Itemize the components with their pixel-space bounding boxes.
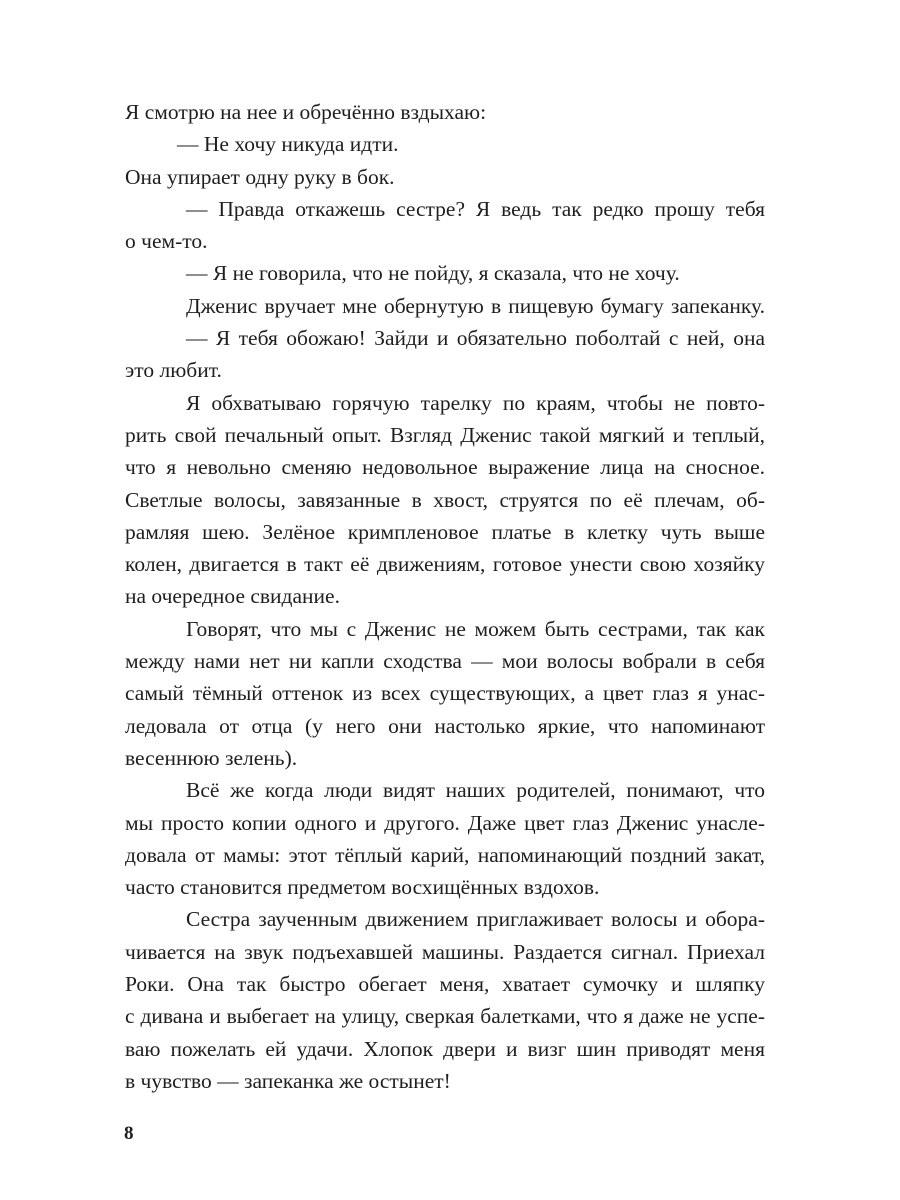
text-line: Дженис вручает мне обернутую в пищевую бумагу запеканку. (186, 293, 765, 318)
text-line: Роки. Она так быстро обегает меня, хватает сумочку и шляпку (125, 972, 765, 997)
text-line: Говорят, что мы с Дженис не можем быть сестрами, так как (186, 616, 765, 641)
text-line: — Я не говорила, что не пойду, я сказала, что не хочу. (186, 261, 680, 286)
text-line: довала от мамы: этот тёплый карий, напоминающий поздний закат, (125, 842, 765, 867)
text-line: — Правда откажешь сестре? Я ведь так редко прошу тебя (186, 196, 765, 221)
text-line: Она упирает одну руку в бок. (125, 164, 395, 189)
text-line: Светлые волосы, завязанные в хвост, струятся по её плечам, об- (125, 487, 765, 512)
text-line: Я обхватываю горячую тарелку по краям, чтобы не повто- (186, 390, 765, 415)
text-line: это любит. (125, 358, 222, 383)
page-number: 8 (124, 1123, 134, 1144)
text-line: колен, двигается в такт её движениям, готовое унести свою хозяйку (125, 552, 765, 577)
text-line: ваю пожелать ей удачи. Хлопок двери и визг шин приводят меня (125, 1036, 765, 1061)
text-line: чивается на звук подъехавшей машины. Раздается сигнал. Приехал (125, 939, 765, 964)
text-line: — Не хочу никуда идти. (177, 132, 399, 157)
text-line: весеннюю зелень). (125, 745, 298, 770)
text-line: Я смотрю на нее и обречённо вздыхаю: (125, 100, 487, 124)
text-line: рить свой печальный опыт. Взгляд Дженис такой мягкий и теплый, (125, 422, 765, 447)
text-line: ледовала от отца (у него они настолько яркие, что напоминают (125, 713, 765, 738)
text-line: рамляя шею. Зелёное кримпленовое платье в клетку чуть выше (125, 519, 765, 544)
text-line: мы просто копии одного и другого. Даже цвет глаз Дженис унасле- (125, 810, 765, 835)
text-line: — Я тебя обожаю! Зайди и обязательно поболтай с ней, она (186, 326, 765, 351)
text-line: Сестра заученным движением приглаживает волосы и обора- (186, 907, 765, 932)
text-line: что я невольно сменяю недовольное выражение лица на сносное. (125, 455, 765, 480)
text-line: с дивана и выбегает на улицу, сверкая балетками, что я даже не успе- (125, 1004, 765, 1029)
text-line: о чем-то. (125, 229, 208, 254)
text-line: в чувство — запеканка же остынет! (125, 1068, 451, 1093)
text-line: Всё же когда люди видят наших родителей, понимают, что (186, 778, 765, 803)
text-line: на очередное свидание. (125, 584, 340, 609)
body-text (125, 96, 765, 1097)
text-line: часто становится предметом восхищённых вздохов. (125, 875, 600, 900)
text-line: между нами нет ни капли сходства — мои волосы вобрали в себя (125, 649, 765, 674)
text-line: самый тёмный оттенок из всех существующих, а цвет глаз я унас- (125, 681, 765, 706)
